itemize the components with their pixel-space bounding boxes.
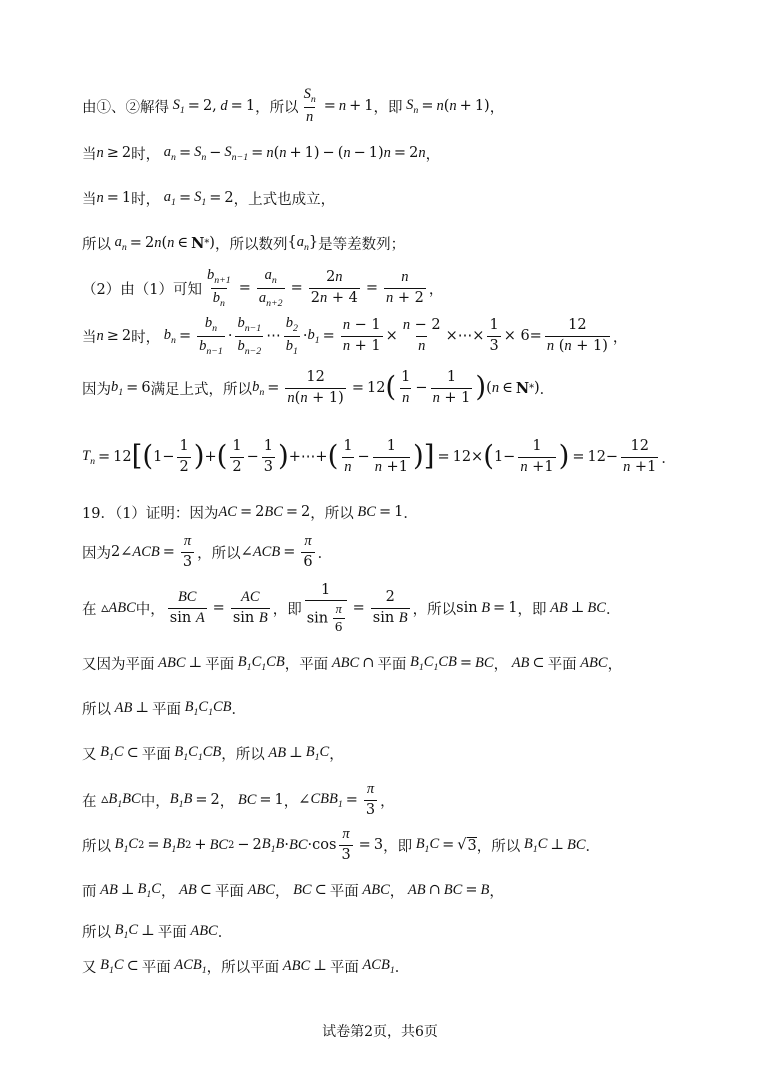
line-19: 又 $B_1C$ ⊂ 平面 $ACB_1$ ， 所以 平面 ABC ⊥ 平面 $ACB_1$ ．: [82, 956, 410, 976]
text-period-2: ．: [661, 450, 676, 467]
line-2: 当 n ≥ 2 时， $a_n$ = $S_n$ − $S_{n-1}$ = n ( n + 1) − ( n − 1) n = 2 n ，: [82, 143, 441, 163]
text-period-6: ．: [231, 701, 247, 718]
text-suoyi-11: 所以: [221, 959, 251, 976]
text-dengcha: 是等差数列；: [318, 236, 406, 253]
text-er: 而: [82, 883, 97, 900]
text-comma-23: ，: [476, 838, 492, 855]
text-period-3: ．: [403, 505, 418, 522]
text-comma-3: ，: [489, 99, 505, 116]
line-12: 又因为平面 ABC ⊥ 平面 $B_1C_1CB$ ， 平面 ABC ∩ 平面 $B_1C_1CB$ = BC ， AB ⊂ 平面 ABC ，: [82, 653, 623, 673]
text-zhong: 中，: [135, 601, 165, 618]
text-period-8: ．: [217, 924, 233, 941]
text-you-1-2: 由①、②解得: [82, 99, 169, 116]
text-comma-12: ，: [412, 601, 428, 618]
text-pingmian-9: 平面: [157, 924, 187, 941]
text-comma-14: ，: [284, 656, 300, 673]
text-pingmian-2: 平面: [299, 656, 329, 673]
text-comma-15: ，: [493, 656, 509, 673]
text-pingmian-5: 平面: [151, 701, 181, 718]
page-footer: 试卷第2页，共6页: [322, 1024, 438, 1040]
line-5: （2）由（1）可知 $\frac{b_{n+1}}{b_n}$ = $\frac{a_n}{a_{n+2}}$ = $\frac{2n}{2n + 4}$ = $\frac{n}{n + 2}$ ，: [82, 266, 444, 309]
text-you-yinwei: 又因为平面: [82, 656, 155, 673]
text-shi-3: 时，: [131, 329, 161, 346]
text-suoyi-6: 所以: [82, 701, 111, 718]
line-3: 当 n = 1 时， $a_1$ = $S_1$ = 2 ， 上式也成立，: [82, 188, 336, 208]
text-suoyi-3: 所以: [324, 505, 354, 522]
text-suoyi: 所以: [269, 99, 299, 116]
text-suoyi-10: 所以: [82, 924, 111, 941]
text-comma-18: ，: [329, 746, 344, 763]
text-comma-5: ，: [233, 191, 249, 208]
line-1: 由①、②解得 $S_1$ = 2, d = 1 ， 所以 $\frac{S_n}{n}$ = n + 1 ， 即 $S_n$ = n ( n + 1) ，: [82, 85, 505, 125]
text-period-4: ．: [317, 545, 333, 562]
text-comma-19: ，: [219, 793, 235, 810]
line-8: $T_n$ = 12 [ ( 1− 1 2 ) + ( 1 2 − 1 3 ) +⋯+ ( 1 n − 1 n +1 ) ] = 12× ( 1− 1 n +1 ) = 12− $\frac{12}{n +1}$ ．: [82, 438, 676, 475]
text-period-5: ．: [605, 601, 621, 618]
line-10: 因为 2∠ ACB = $\frac{\pi}{3}$ ， 所以 ∠ ACB = $\frac{\pi}{6}$ ．: [82, 533, 333, 570]
text-comma-28: ，: [206, 959, 222, 976]
text-zai-2: 在: [82, 793, 97, 810]
text-pingmian-12: 平面: [329, 959, 359, 976]
text-comma-17: ，: [221, 746, 236, 763]
text-zai: 在: [82, 601, 97, 618]
text-suoyi-2: 所以: [82, 236, 111, 253]
text-comma-4: ，: [425, 146, 441, 163]
line-14: 又 $B_1C$ ⊂ 平面 $B_1C_1CB$ ， 所以 AB ⊥ $B_1C$ ，: [82, 743, 344, 763]
text-shi-2: 时，: [131, 191, 161, 208]
text-comma-7: ，: [428, 281, 444, 298]
text-yinwei-2: 因为: [82, 545, 111, 562]
text-shi: 时，: [131, 146, 161, 163]
text-suoyi-9: 所以: [491, 838, 521, 855]
text-you: 又: [82, 746, 97, 763]
text-dang: 当: [82, 146, 97, 163]
text-comma-27: ，: [489, 883, 504, 900]
text-yinwei: 因为: [82, 381, 111, 398]
text-comma: ，: [255, 99, 270, 116]
text-pingmian-4: 平面: [547, 656, 577, 673]
text-period: ．: [539, 381, 555, 398]
text-suoyi-4: 所以: [211, 545, 241, 562]
text-ji-2: 即: [287, 601, 302, 618]
text-pingmian-3: 平面: [377, 656, 407, 673]
text-suoyi-7: 所以: [235, 746, 265, 763]
text-comma-13: ，: [517, 601, 532, 618]
text-pingmian-7: 平面: [214, 883, 244, 900]
text-comma-24: ，: [160, 883, 176, 900]
line-4: 所以 $a_n$ = 2 n ( n ∈ N * ) ， 所以数列 $\{a_n\}$ 是等差数列；: [82, 233, 406, 253]
line-18: 所以 $B_1C$ ⊥ 平面 ABC ．: [82, 921, 233, 941]
text-suoyi-5: 所以: [427, 601, 457, 618]
text-ji-3: 即: [531, 601, 547, 618]
text-comma-22: ，: [383, 838, 398, 855]
text-you-2: 又: [82, 959, 97, 976]
text-comma-2: ，: [373, 99, 389, 116]
text-ji: 即: [388, 99, 403, 116]
text-comma-26: ，: [389, 883, 405, 900]
text-comma-10: ，: [197, 545, 212, 562]
text-manzu: 满足上式，所以: [150, 381, 253, 398]
text-suoyi-8: 所以: [82, 838, 111, 855]
text-pingmian-6: 平面: [141, 746, 171, 763]
text-zhong-2: 中，: [140, 793, 170, 810]
text-period-9: ．: [394, 959, 410, 976]
text-suoyi-shulie: 所以数列: [229, 236, 288, 253]
line-17: 而 AB ⊥ $B_1C$ ， AB ⊂ 平面 ABC ， BC ⊂ 平面 ABC ， AB ∩ BC = B ，: [82, 880, 504, 900]
line-9: 19．（1）证明：因为 AC = 2 BC = 2 ， 所以 BC = 1 ．: [82, 503, 418, 522]
text-ji-4: 即: [397, 838, 413, 855]
line-7: 因为 $b_1$ = 6 满足上式，所以 $b_n$ = $\frac{12}{n(n + 1)}$ = 12 ( 1 n − 1 n + 1 ) ( n ∈ N * ) ．: [82, 369, 555, 406]
text-comma-8: ，: [612, 329, 628, 346]
line-11: 在 ▵ABC 中， $\frac{BC}{\text{sin A}}$ = $\frac{AC}{\text{sin B}}$ ， 即 1 sin $\frac{\pi}{6}$ = $\frac{2}{\text{sin B}}$ ， 所以 sin B = 1 ， 即 AB ⊥ BC ．: [82, 581, 621, 634]
text-part2: （2）由（1）可知: [82, 281, 202, 298]
line-13: 所以 AB ⊥ 平面 $B_1C_1CB$ ．: [82, 698, 247, 718]
text-period-7: ．: [585, 838, 601, 855]
text-q19: 19．（1）证明：因为: [82, 505, 219, 522]
text-dang-2: 当: [82, 191, 97, 208]
text-comma-20: ，: [283, 793, 299, 810]
line-6: 当 n ≥ 2 时， $b_n$ = $\frac{b_n}{b_{n-1}}$ · $b_{n-1}$ $b_{n-2}$ ⋯ $b_2$ $b_1$ · $b_1$ = $\frac{n - 1}{n + 1}$ × n − 2 n ×⋯× 1 3 × 6= 12 n (n + 1) ，: [82, 314, 628, 357]
text-dang-3: 当: [82, 329, 97, 346]
text-comma-6: ，: [214, 236, 230, 253]
text-comma-16: ，: [607, 656, 623, 673]
text-pingmian-10: 平面: [141, 959, 171, 976]
text-comma-11: ，: [272, 601, 288, 618]
text-pingmian: 平面: [205, 656, 235, 673]
text-pingmian-11: 平面: [250, 959, 280, 976]
text-shangshi: 上式也成立，: [248, 191, 336, 208]
text-comma-25: ，: [274, 883, 290, 900]
text-comma-9: ，: [310, 505, 325, 522]
text-comma-21: ，: [380, 793, 395, 810]
line-16: 所以 $B_1C$ 2 = $B_1B$ 2 + BC 2 − 2 $B_1B$ · BC ·cos $\frac{\pi}{3}$ = 3 ， 即 $B_1C$ = √ 3 ， 所以 $B_1C$ ⊥ BC ．: [82, 826, 601, 863]
line-15: 在 $▵B_1BC$ 中， $B_1B$ = 2 ， BC = 1 ， ∠ $CBB_1$ = $\frac{\pi}{3}$ ，: [82, 781, 395, 818]
text-pingmian-8: 平面: [329, 883, 359, 900]
